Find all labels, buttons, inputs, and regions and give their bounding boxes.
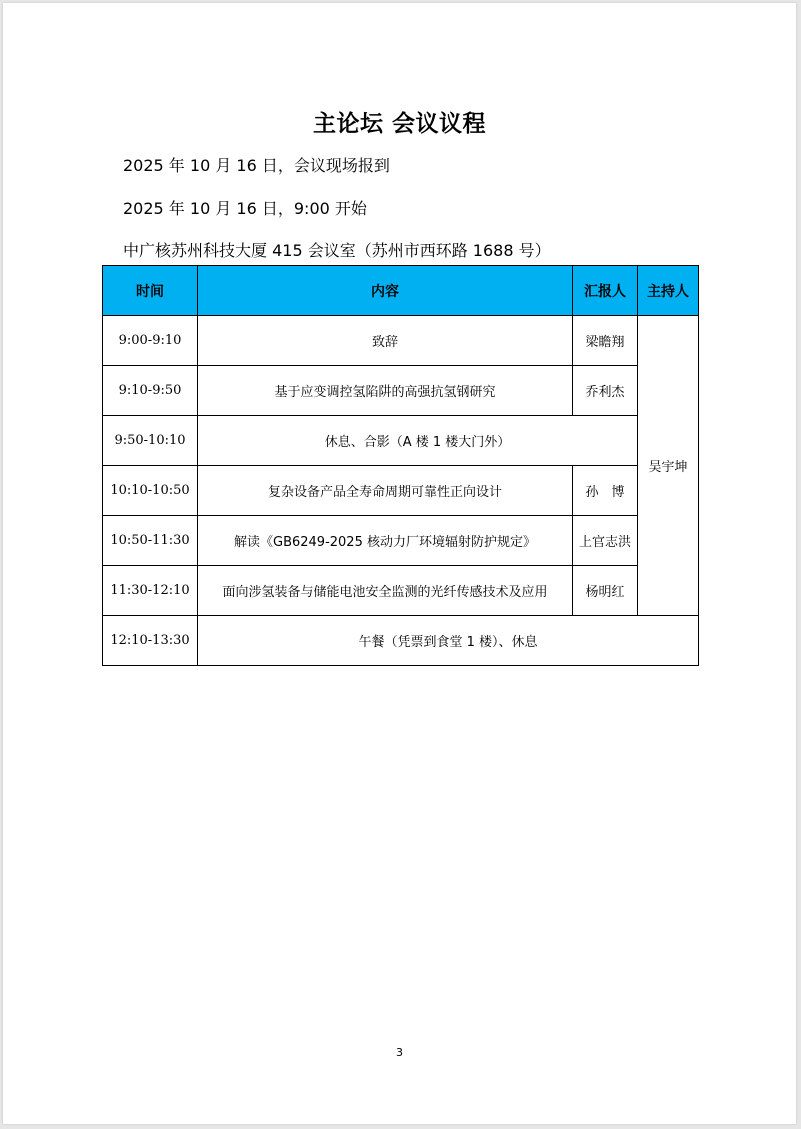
- content-cell: 基于应变调控氢陷阱的高强抗氢钢研究: [198, 366, 573, 416]
- header-speaker: 汇报人: [573, 266, 638, 316]
- time-cell: 11:30-12:10: [103, 566, 198, 616]
- speaker-cell: 孙 博: [573, 466, 638, 516]
- content-cell: 休息、合影（A 楼 1 楼大门外）: [198, 416, 638, 466]
- time-cell: 9:50-10:10: [103, 416, 198, 466]
- page-title: 主论坛 会议议程: [312, 111, 486, 137]
- content-cell: 午餐（凭票到食堂 1 楼）、休息: [198, 616, 699, 666]
- table-row: [103, 416, 699, 466]
- content-cell: 解读《GB6249-2025 核动力厂环境辐射防护规定》: [198, 516, 573, 566]
- table-row: [103, 366, 699, 416]
- time-cell: 10:10-10:50: [103, 466, 198, 516]
- header-host: 主持人: [638, 266, 699, 316]
- speaker-cell: 乔利杰: [573, 366, 638, 416]
- header-time: 时间: [103, 266, 198, 316]
- table-header-row: [103, 266, 699, 316]
- table-row: [103, 316, 699, 366]
- content-cell: 致辞: [198, 316, 573, 366]
- content-cell: 面向涉氢装备与储能电池安全监测的光纤传感技术及应用: [198, 566, 573, 616]
- agenda-table: [102, 265, 699, 666]
- header-content: 内容: [198, 266, 573, 316]
- document-page: [3, 3, 796, 1124]
- time-cell: 9:10-9:50: [103, 366, 198, 416]
- speaker-cell: 杨明红: [573, 566, 638, 616]
- venue-info: 中广核苏州科技大厦 415 会议室（苏州市西环路 1688 号）: [123, 241, 551, 260]
- speaker-cell: 上官志洪: [573, 516, 638, 566]
- time-cell: 10:50-11:30: [103, 516, 198, 566]
- time-cell: 12:10-13:30: [103, 616, 198, 666]
- content-cell: 复杂设备产品全寿命周期可靠性正向设计: [198, 466, 573, 516]
- page-number: 3: [396, 1046, 403, 1059]
- time-cell: 9:00-9:10: [103, 316, 198, 366]
- table-row: [103, 466, 699, 516]
- table-row: [103, 616, 699, 666]
- table-row: [103, 566, 699, 616]
- registration-info: 2025 年 10 月 16 日，会议现场报到: [123, 156, 390, 175]
- speaker-cell: 梁瞻翔: [573, 316, 638, 366]
- table-row: [103, 516, 699, 566]
- host-cell: 吴宇坤: [638, 316, 699, 616]
- start-time-info: 2025 年 10 月 16 日，9:00 开始: [123, 199, 367, 218]
